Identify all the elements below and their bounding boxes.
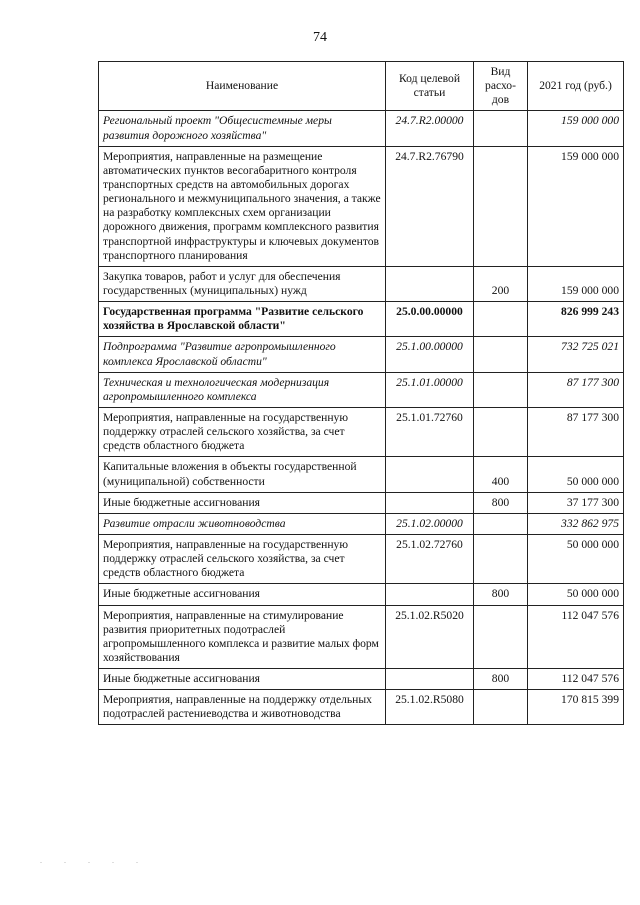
row-type — [474, 111, 528, 146]
header-sum: 2021 год (руб.) — [528, 62, 624, 111]
header-name: Наименование — [99, 62, 386, 111]
table-header-row — [99, 62, 624, 111]
table-row — [99, 534, 624, 583]
table-row — [99, 302, 624, 337]
row-name: Мероприятия, направленные на размещение автоматических пунктов весогабаритного контроля транспортных средств на автомобильных дорогах регионального и межмуниципального значения, а также на разработку комплексных схем организации дорожного движения, программ комплексного развития транспортной инфраструктуры и ключевых документов транспортного планирования — [99, 146, 386, 266]
table-row — [99, 146, 624, 266]
row-sum: 112 047 576 — [528, 669, 624, 690]
row-sum: 87 177 300 — [528, 372, 624, 407]
row-type — [474, 690, 528, 725]
row-code: 25.1.02.00000 — [386, 513, 474, 534]
row-code: 24.7.R2.00000 — [386, 111, 474, 146]
row-code: 25.1.02.72760 — [386, 534, 474, 583]
row-type — [474, 605, 528, 669]
row-sum: 112 047 576 — [528, 605, 624, 669]
row-code: 25.1.01.00000 — [386, 372, 474, 407]
row-sum: 87 177 300 — [528, 407, 624, 456]
table-row — [99, 407, 624, 456]
row-name: Подпрограмма "Развитие агропромышленного комплекса Ярославской области" — [99, 337, 386, 372]
row-sum: 50 000 000 — [528, 584, 624, 605]
table-row — [99, 337, 624, 372]
row-code: 25.1.02.R5020 — [386, 605, 474, 669]
row-name: Мероприятия, направленные на поддержку отдельных подотраслей растениеводства и животноводства — [99, 690, 386, 725]
table-row — [99, 457, 624, 492]
row-name: Техническая и технологическая модернизация агропромышленного комплекса — [99, 372, 386, 407]
header-type: Вид расхо-дов — [474, 62, 528, 111]
row-sum: 332 862 975 — [528, 513, 624, 534]
row-name: Мероприятия, направленные на государственную поддержку отраслей сельского хозяйства, за счет средств областного бюджета — [99, 534, 386, 583]
row-sum: 50 000 000 — [528, 534, 624, 583]
row-type — [474, 146, 528, 266]
row-type: 400 — [474, 457, 528, 492]
row-name: Мероприятия, направленные на стимулирование развития приоритетных подотраслей агропромышленного комплекса и развитие малых форм хозяйствования — [99, 605, 386, 669]
row-code: 25.1.00.00000 — [386, 337, 474, 372]
budget-table — [98, 61, 624, 725]
row-name: Региональный проект "Общесистемные меры развития дорожного хозяйства" — [99, 111, 386, 146]
row-type — [474, 372, 528, 407]
row-name: Иные бюджетные ассигнования — [99, 492, 386, 513]
table-row — [99, 605, 624, 669]
row-sum: 170 815 399 — [528, 690, 624, 725]
scan-specks: . . . . . — [40, 856, 148, 865]
row-type: 800 — [474, 584, 528, 605]
row-name: Закупка товаров, работ и услуг для обеспечения государственных (муниципальных) нужд — [99, 266, 386, 301]
row-type — [474, 513, 528, 534]
table-row — [99, 266, 624, 301]
table-row — [99, 492, 624, 513]
row-type — [474, 337, 528, 372]
row-sum: 159 000 000 — [528, 146, 624, 266]
row-sum: 159 000 000 — [528, 111, 624, 146]
row-type: 200 — [474, 266, 528, 301]
row-code — [386, 266, 474, 301]
row-type — [474, 407, 528, 456]
header-code: Код целевой статьи — [386, 62, 474, 111]
row-sum: 159 000 000 — [528, 266, 624, 301]
table-row — [99, 669, 624, 690]
row-code: 24.7.R2.76790 — [386, 146, 474, 266]
row-code — [386, 457, 474, 492]
table-row — [99, 584, 624, 605]
row-sum: 732 725 021 — [528, 337, 624, 372]
row-sum: 37 177 300 — [528, 492, 624, 513]
table-row — [99, 513, 624, 534]
row-type: 800 — [474, 669, 528, 690]
row-name: Иные бюджетные ассигнования — [99, 669, 386, 690]
row-type — [474, 302, 528, 337]
row-code: 25.0.00.00000 — [386, 302, 474, 337]
row-code — [386, 492, 474, 513]
row-code — [386, 669, 474, 690]
row-code: 25.1.01.72760 — [386, 407, 474, 456]
page-number: 74 — [313, 30, 327, 45]
row-sum: 826 999 243 — [528, 302, 624, 337]
row-name: Капитальные вложения в объекты государственной (муниципальной) собственности — [99, 457, 386, 492]
row-name: Иные бюджетные ассигнования — [99, 584, 386, 605]
row-code: 25.1.02.R5080 — [386, 690, 474, 725]
table-row — [99, 690, 624, 725]
row-name: Развитие отрасли животноводства — [99, 513, 386, 534]
row-type — [474, 534, 528, 583]
row-code — [386, 584, 474, 605]
row-name: Мероприятия, направленные на государственную поддержку отраслей сельского хозяйства, за счет средств областного бюджета — [99, 407, 386, 456]
row-sum: 50 000 000 — [528, 457, 624, 492]
table-row — [99, 372, 624, 407]
row-name: Государственная программа "Развитие сельского хозяйства в Ярославской области" — [99, 302, 386, 337]
row-type: 800 — [474, 492, 528, 513]
table-row — [99, 111, 624, 146]
